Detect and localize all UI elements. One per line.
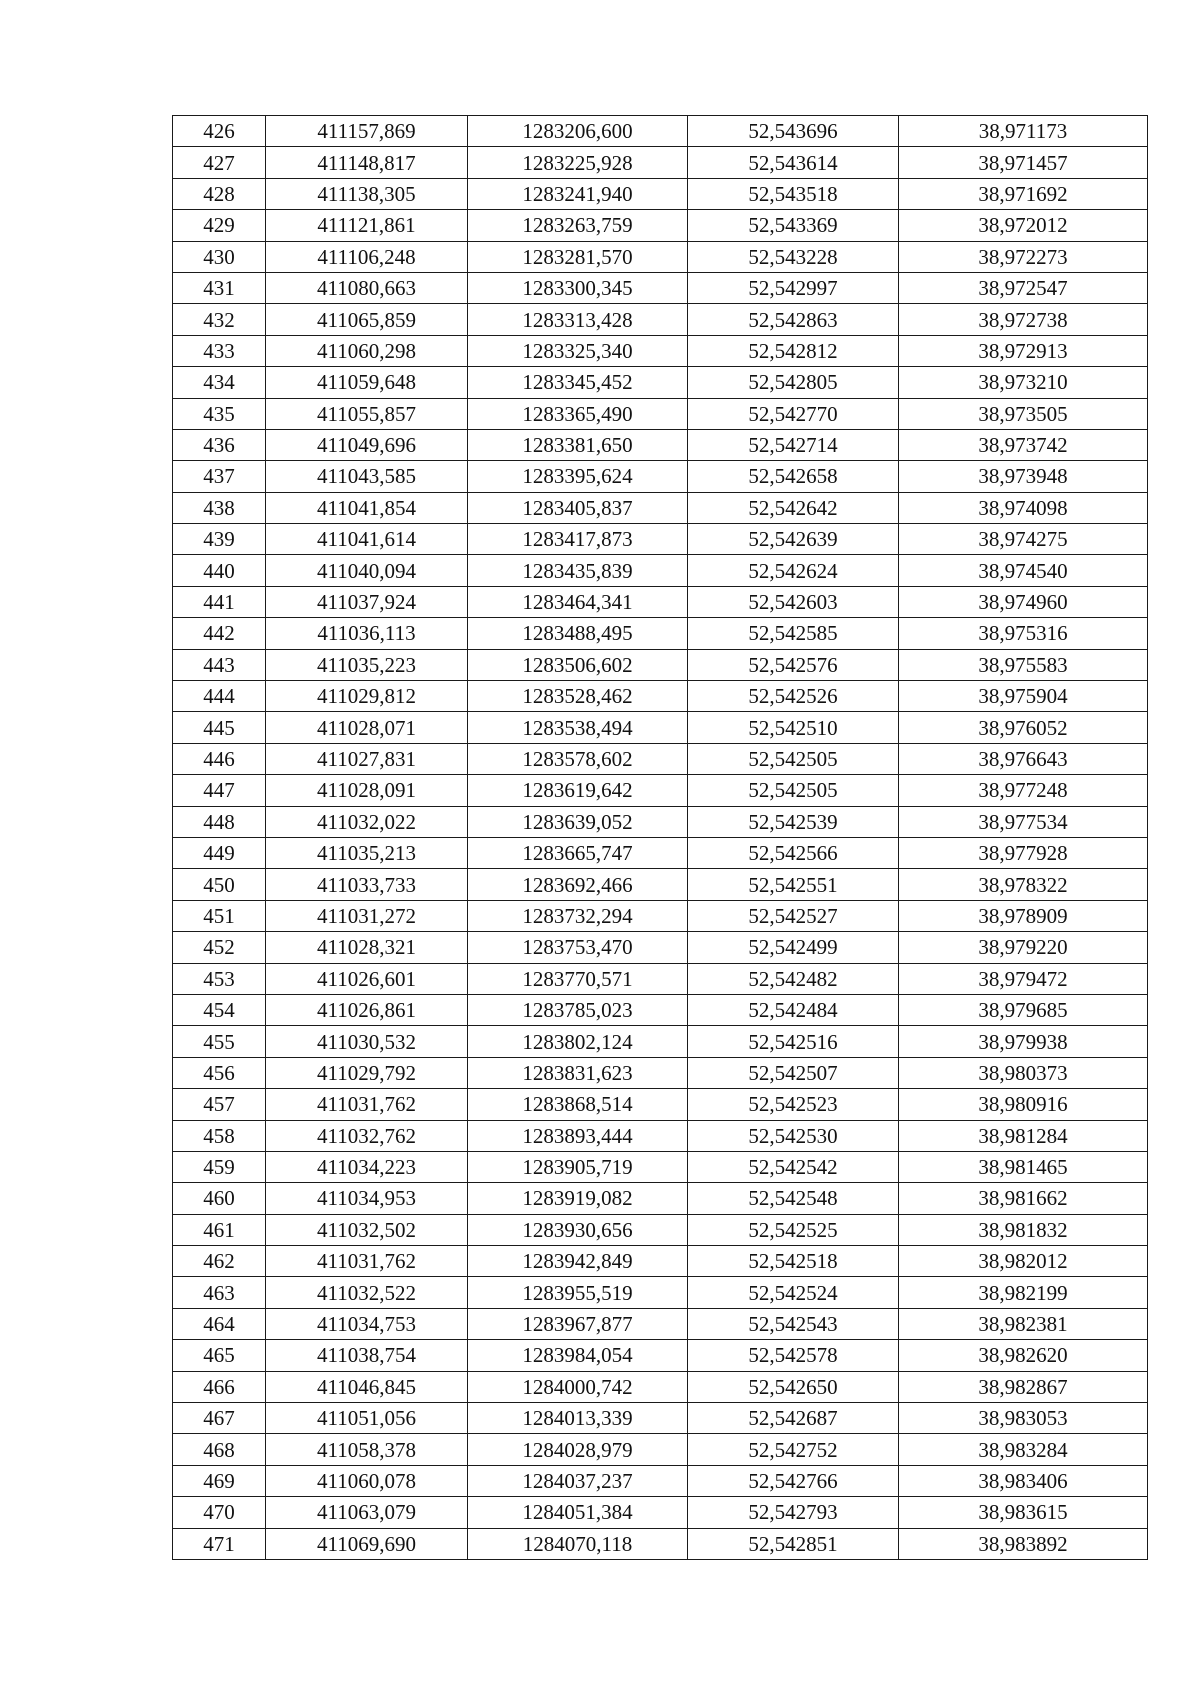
point-number-cell: 460 [173,1183,266,1214]
longitude-cell: 38,971457 [899,147,1148,178]
latitude-cell: 52,542793 [688,1497,899,1528]
x-coordinate-cell: 411121,861 [266,210,468,241]
table-row [173,1151,1148,1182]
x-coordinate-cell: 411059,648 [266,367,468,398]
x-coordinate-cell: 411060,298 [266,335,468,366]
table-row [173,1403,1148,1434]
point-number-cell: 434 [173,367,266,398]
y-coordinate-cell: 1283381,650 [468,429,688,460]
y-coordinate-cell: 1283417,873 [468,524,688,555]
table-row [173,178,1148,209]
longitude-cell: 38,979220 [899,932,1148,963]
y-coordinate-cell: 1284028,979 [468,1434,688,1465]
x-coordinate-cell: 411034,953 [266,1183,468,1214]
longitude-cell: 38,973948 [899,461,1148,492]
y-coordinate-cell: 1283313,428 [468,304,688,335]
latitude-cell: 52,542530 [688,1120,899,1151]
y-coordinate-cell: 1283365,490 [468,398,688,429]
table-row [173,1026,1148,1057]
longitude-cell: 38,977534 [899,806,1148,837]
latitude-cell: 52,542863 [688,304,899,335]
point-number-cell: 465 [173,1340,266,1371]
longitude-cell: 38,979938 [899,1026,1148,1057]
latitude-cell: 52,542505 [688,743,899,774]
table-row [173,429,1148,460]
table-row [173,806,1148,837]
table-row [173,1308,1148,1339]
x-coordinate-cell: 411080,663 [266,272,468,303]
x-coordinate-cell: 411138,305 [266,178,468,209]
coordinates-table-body [173,116,1148,1560]
x-coordinate-cell: 411026,861 [266,994,468,1025]
y-coordinate-cell: 1284000,742 [468,1371,688,1402]
point-number-cell: 444 [173,681,266,712]
y-coordinate-cell: 1283930,656 [468,1214,688,1245]
y-coordinate-cell: 1283770,571 [468,963,688,994]
y-coordinate-cell: 1283506,602 [468,649,688,680]
longitude-cell: 38,980373 [899,1057,1148,1088]
y-coordinate-cell: 1283942,849 [468,1246,688,1277]
longitude-cell: 38,980916 [899,1089,1148,1120]
point-number-cell: 446 [173,743,266,774]
longitude-cell: 38,973210 [899,367,1148,398]
x-coordinate-cell: 411032,522 [266,1277,468,1308]
x-coordinate-cell: 411037,924 [266,586,468,617]
longitude-cell: 38,974960 [899,586,1148,617]
point-number-cell: 452 [173,932,266,963]
longitude-cell: 38,981832 [899,1214,1148,1245]
point-number-cell: 458 [173,1120,266,1151]
y-coordinate-cell: 1283831,623 [468,1057,688,1088]
latitude-cell: 52,542543 [688,1308,899,1339]
point-number-cell: 428 [173,178,266,209]
latitude-cell: 52,542505 [688,775,899,806]
point-number-cell: 435 [173,398,266,429]
y-coordinate-cell: 1283405,837 [468,492,688,523]
y-coordinate-cell: 1284070,118 [468,1528,688,1559]
x-coordinate-cell: 411028,091 [266,775,468,806]
longitude-cell: 38,981662 [899,1183,1148,1214]
table-row [173,649,1148,680]
point-number-cell: 457 [173,1089,266,1120]
x-coordinate-cell: 411034,753 [266,1308,468,1339]
x-coordinate-cell: 411063,079 [266,1497,468,1528]
point-number-cell: 449 [173,837,266,868]
point-number-cell: 432 [173,304,266,335]
latitude-cell: 52,542851 [688,1528,899,1559]
x-coordinate-cell: 411027,831 [266,743,468,774]
y-coordinate-cell: 1283785,023 [468,994,688,1025]
table-row [173,586,1148,617]
point-number-cell: 451 [173,900,266,931]
x-coordinate-cell: 411026,601 [266,963,468,994]
x-coordinate-cell: 411028,071 [266,712,468,743]
y-coordinate-cell: 1283263,759 [468,210,688,241]
latitude-cell: 52,542603 [688,586,899,617]
table-row [173,1089,1148,1120]
table-row [173,147,1148,178]
y-coordinate-cell: 1283639,052 [468,806,688,837]
longitude-cell: 38,977248 [899,775,1148,806]
point-number-cell: 471 [173,1528,266,1559]
point-number-cell: 462 [173,1246,266,1277]
x-coordinate-cell: 411031,762 [266,1089,468,1120]
longitude-cell: 38,978322 [899,869,1148,900]
y-coordinate-cell: 1283868,514 [468,1089,688,1120]
coordinates-table [172,115,1148,1560]
latitude-cell: 52,542997 [688,272,899,303]
table-row [173,681,1148,712]
x-coordinate-cell: 411060,078 [266,1465,468,1496]
y-coordinate-cell: 1284037,237 [468,1465,688,1496]
y-coordinate-cell: 1283538,494 [468,712,688,743]
latitude-cell: 52,543228 [688,241,899,272]
longitude-cell: 38,979685 [899,994,1148,1025]
y-coordinate-cell: 1284013,339 [468,1403,688,1434]
longitude-cell: 38,981465 [899,1151,1148,1182]
longitude-cell: 38,974540 [899,555,1148,586]
x-coordinate-cell: 411069,690 [266,1528,468,1559]
latitude-cell: 52,543518 [688,178,899,209]
latitude-cell: 52,542812 [688,335,899,366]
longitude-cell: 38,972547 [899,272,1148,303]
latitude-cell: 52,542516 [688,1026,899,1057]
x-coordinate-cell: 411041,854 [266,492,468,523]
latitude-cell: 52,542624 [688,555,899,586]
latitude-cell: 52,542548 [688,1183,899,1214]
table-row [173,304,1148,335]
x-coordinate-cell: 411157,869 [266,116,468,147]
latitude-cell: 52,542518 [688,1246,899,1277]
point-number-cell: 433 [173,335,266,366]
table-row [173,837,1148,868]
x-coordinate-cell: 411034,223 [266,1151,468,1182]
latitude-cell: 52,542770 [688,398,899,429]
x-coordinate-cell: 411041,614 [266,524,468,555]
table-row [173,743,1148,774]
latitude-cell: 52,542539 [688,806,899,837]
point-number-cell: 430 [173,241,266,272]
y-coordinate-cell: 1283732,294 [468,900,688,931]
latitude-cell: 52,542805 [688,367,899,398]
longitude-cell: 38,981284 [899,1120,1148,1151]
point-number-cell: 441 [173,586,266,617]
latitude-cell: 52,542523 [688,1089,899,1120]
table-row [173,1528,1148,1559]
longitude-cell: 38,972012 [899,210,1148,241]
y-coordinate-cell: 1283345,452 [468,367,688,398]
table-row [173,492,1148,523]
x-coordinate-cell: 411033,733 [266,869,468,900]
table-row [173,900,1148,931]
table-row [173,1340,1148,1371]
table-row [173,116,1148,147]
longitude-cell: 38,975904 [899,681,1148,712]
point-number-cell: 445 [173,712,266,743]
latitude-cell: 52,542650 [688,1371,899,1402]
table-row [173,994,1148,1025]
table-row [173,1497,1148,1528]
y-coordinate-cell: 1283984,054 [468,1340,688,1371]
longitude-cell: 38,972738 [899,304,1148,335]
y-coordinate-cell: 1283893,444 [468,1120,688,1151]
y-coordinate-cell: 1283464,341 [468,586,688,617]
longitude-cell: 38,982867 [899,1371,1148,1402]
longitude-cell: 38,972273 [899,241,1148,272]
longitude-cell: 38,983892 [899,1528,1148,1559]
x-coordinate-cell: 411035,213 [266,837,468,868]
point-number-cell: 431 [173,272,266,303]
x-coordinate-cell: 411040,094 [266,555,468,586]
longitude-cell: 38,975583 [899,649,1148,680]
point-number-cell: 429 [173,210,266,241]
x-coordinate-cell: 411043,585 [266,461,468,492]
point-number-cell: 463 [173,1277,266,1308]
y-coordinate-cell: 1283395,624 [468,461,688,492]
longitude-cell: 38,973505 [899,398,1148,429]
latitude-cell: 52,542658 [688,461,899,492]
latitude-cell: 52,542551 [688,869,899,900]
latitude-cell: 52,542482 [688,963,899,994]
y-coordinate-cell: 1283325,340 [468,335,688,366]
table-row [173,210,1148,241]
point-number-cell: 442 [173,618,266,649]
table-row [173,1434,1148,1465]
latitude-cell: 52,542542 [688,1151,899,1182]
x-coordinate-cell: 411035,223 [266,649,468,680]
y-coordinate-cell: 1283905,719 [468,1151,688,1182]
table-row [173,775,1148,806]
y-coordinate-cell: 1283528,462 [468,681,688,712]
point-number-cell: 438 [173,492,266,523]
x-coordinate-cell: 411028,321 [266,932,468,963]
longitude-cell: 38,974098 [899,492,1148,523]
y-coordinate-cell: 1283225,928 [468,147,688,178]
x-coordinate-cell: 411046,845 [266,1371,468,1402]
y-coordinate-cell: 1283753,470 [468,932,688,963]
latitude-cell: 52,542642 [688,492,899,523]
x-coordinate-cell: 411032,502 [266,1214,468,1245]
latitude-cell: 52,542766 [688,1465,899,1496]
point-number-cell: 437 [173,461,266,492]
longitude-cell: 38,975316 [899,618,1148,649]
x-coordinate-cell: 411036,113 [266,618,468,649]
latitude-cell: 52,542578 [688,1340,899,1371]
y-coordinate-cell: 1283967,877 [468,1308,688,1339]
point-number-cell: 454 [173,994,266,1025]
latitude-cell: 52,542484 [688,994,899,1025]
point-number-cell: 448 [173,806,266,837]
y-coordinate-cell: 1283619,642 [468,775,688,806]
point-number-cell: 459 [173,1151,266,1182]
latitude-cell: 52,542752 [688,1434,899,1465]
latitude-cell: 52,542526 [688,681,899,712]
table-row [173,869,1148,900]
y-coordinate-cell: 1283241,940 [468,178,688,209]
latitude-cell: 52,543369 [688,210,899,241]
table-row [173,1120,1148,1151]
y-coordinate-cell: 1283955,519 [468,1277,688,1308]
point-number-cell: 461 [173,1214,266,1245]
longitude-cell: 38,983615 [899,1497,1148,1528]
table-row [173,524,1148,555]
latitude-cell: 52,543614 [688,147,899,178]
longitude-cell: 38,971173 [899,116,1148,147]
point-number-cell: 436 [173,429,266,460]
longitude-cell: 38,983406 [899,1465,1148,1496]
latitude-cell: 52,542507 [688,1057,899,1088]
point-number-cell: 467 [173,1403,266,1434]
table-row [173,335,1148,366]
table-row [173,555,1148,586]
y-coordinate-cell: 1283300,345 [468,272,688,303]
y-coordinate-cell: 1283488,495 [468,618,688,649]
table-row [173,1465,1148,1496]
table-row [173,241,1148,272]
table-row [173,1214,1148,1245]
latitude-cell: 52,542524 [688,1277,899,1308]
table-row [173,618,1148,649]
table-row [173,1277,1148,1308]
table-row [173,1246,1148,1277]
x-coordinate-cell: 411038,754 [266,1340,468,1371]
longitude-cell: 38,974275 [899,524,1148,555]
y-coordinate-cell: 1283578,602 [468,743,688,774]
latitude-cell: 52,543696 [688,116,899,147]
longitude-cell: 38,978909 [899,900,1148,931]
x-coordinate-cell: 411058,378 [266,1434,468,1465]
y-coordinate-cell: 1283919,082 [468,1183,688,1214]
y-coordinate-cell: 1283692,466 [468,869,688,900]
point-number-cell: 440 [173,555,266,586]
y-coordinate-cell: 1283435,839 [468,555,688,586]
longitude-cell: 38,982620 [899,1340,1148,1371]
table-row [173,398,1148,429]
y-coordinate-cell: 1283802,124 [468,1026,688,1057]
x-coordinate-cell: 411031,762 [266,1246,468,1277]
longitude-cell: 38,982381 [899,1308,1148,1339]
longitude-cell: 38,979472 [899,963,1148,994]
x-coordinate-cell: 411051,056 [266,1403,468,1434]
table-row [173,712,1148,743]
point-number-cell: 464 [173,1308,266,1339]
point-number-cell: 443 [173,649,266,680]
x-coordinate-cell: 411030,532 [266,1026,468,1057]
x-coordinate-cell: 411029,812 [266,681,468,712]
x-coordinate-cell: 411049,696 [266,429,468,460]
longitude-cell: 38,977928 [899,837,1148,868]
latitude-cell: 52,542687 [688,1403,899,1434]
y-coordinate-cell: 1284051,384 [468,1497,688,1528]
x-coordinate-cell: 411106,248 [266,241,468,272]
table-row [173,272,1148,303]
point-number-cell: 439 [173,524,266,555]
x-coordinate-cell: 411029,792 [266,1057,468,1088]
longitude-cell: 38,971692 [899,178,1148,209]
latitude-cell: 52,542576 [688,649,899,680]
point-number-cell: 469 [173,1465,266,1496]
x-coordinate-cell: 411148,817 [266,147,468,178]
point-number-cell: 466 [173,1371,266,1402]
point-number-cell: 455 [173,1026,266,1057]
table-row [173,1371,1148,1402]
x-coordinate-cell: 411032,762 [266,1120,468,1151]
point-number-cell: 447 [173,775,266,806]
longitude-cell: 38,983053 [899,1403,1148,1434]
y-coordinate-cell: 1283206,600 [468,116,688,147]
latitude-cell: 52,542714 [688,429,899,460]
point-number-cell: 470 [173,1497,266,1528]
latitude-cell: 52,542566 [688,837,899,868]
latitude-cell: 52,542510 [688,712,899,743]
latitude-cell: 52,542585 [688,618,899,649]
y-coordinate-cell: 1283665,747 [468,837,688,868]
longitude-cell: 38,983284 [899,1434,1148,1465]
table-row [173,461,1148,492]
table-row [173,932,1148,963]
longitude-cell: 38,972913 [899,335,1148,366]
longitude-cell: 38,982012 [899,1246,1148,1277]
longitude-cell: 38,982199 [899,1277,1148,1308]
longitude-cell: 38,976643 [899,743,1148,774]
latitude-cell: 52,542525 [688,1214,899,1245]
longitude-cell: 38,973742 [899,429,1148,460]
x-coordinate-cell: 411032,022 [266,806,468,837]
longitude-cell: 38,976052 [899,712,1148,743]
y-coordinate-cell: 1283281,570 [468,241,688,272]
point-number-cell: 453 [173,963,266,994]
table-row [173,1057,1148,1088]
table-row [173,367,1148,398]
point-number-cell: 427 [173,147,266,178]
x-coordinate-cell: 411031,272 [266,900,468,931]
latitude-cell: 52,542527 [688,900,899,931]
x-coordinate-cell: 411065,859 [266,304,468,335]
point-number-cell: 426 [173,116,266,147]
latitude-cell: 52,542639 [688,524,899,555]
point-number-cell: 450 [173,869,266,900]
point-number-cell: 468 [173,1434,266,1465]
point-number-cell: 456 [173,1057,266,1088]
table-row [173,1183,1148,1214]
table-row [173,963,1148,994]
x-coordinate-cell: 411055,857 [266,398,468,429]
latitude-cell: 52,542499 [688,932,899,963]
